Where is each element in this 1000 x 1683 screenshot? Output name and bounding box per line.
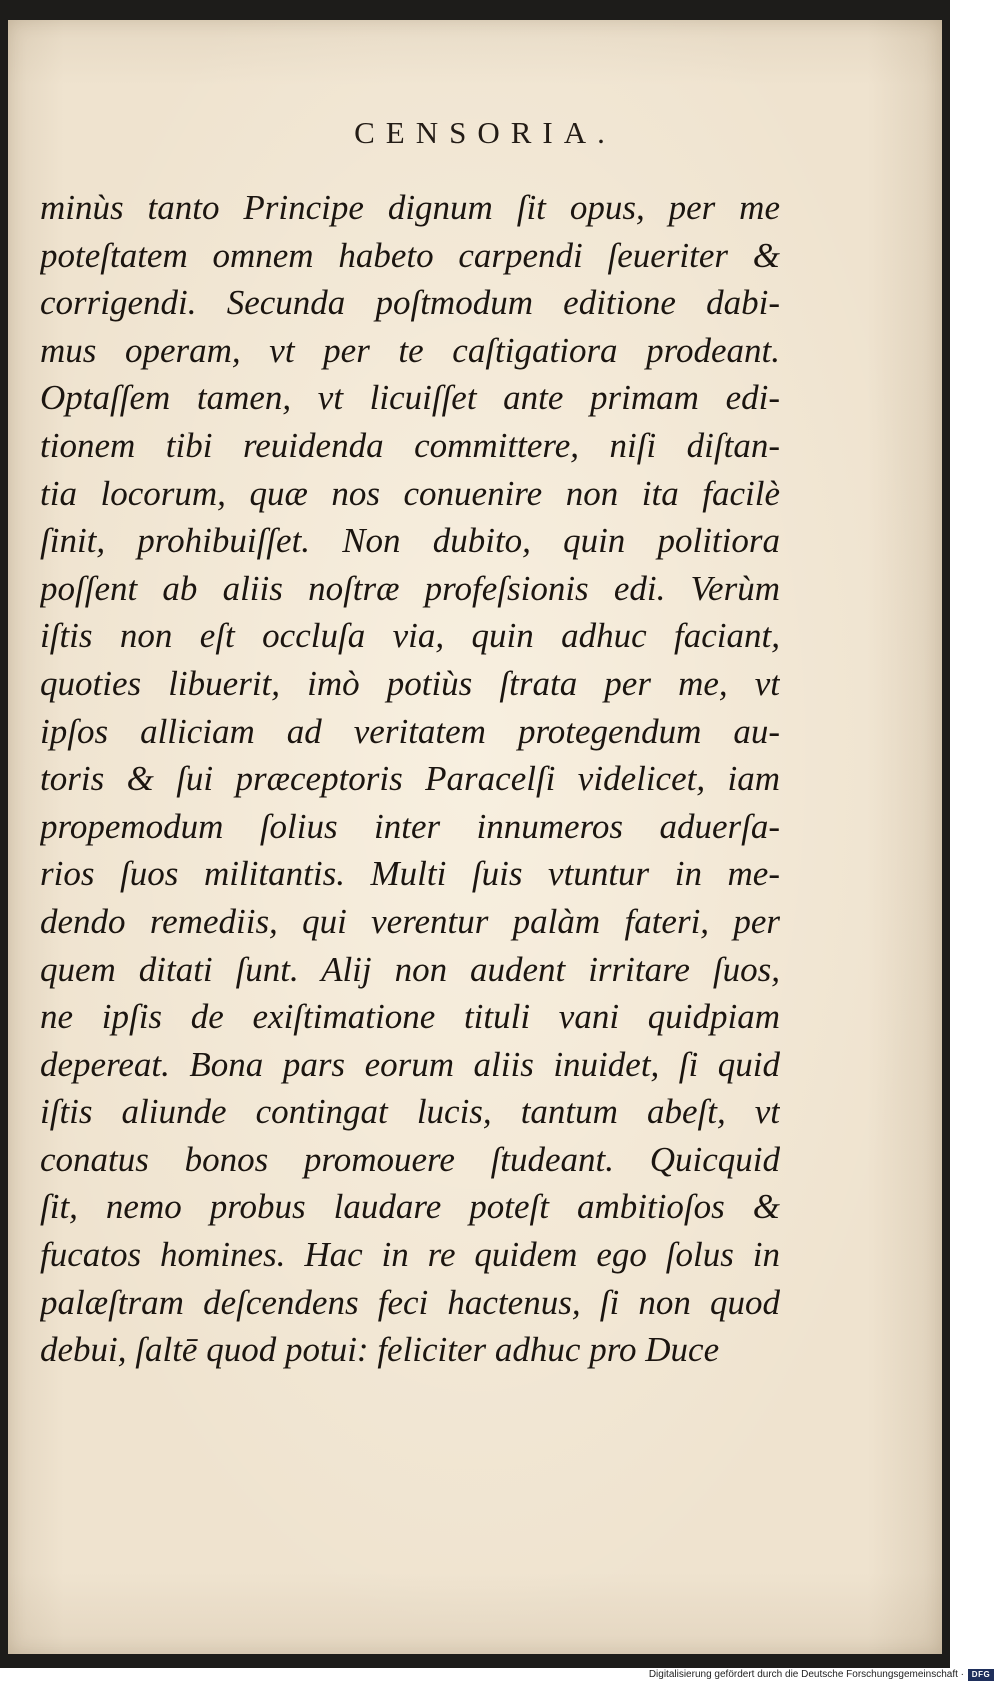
text-line: iſtis aliunde contingat lucis, tantum abeſt, vt — [40, 1092, 780, 1132]
text-line: quoties libuerit, imò potiùs ſtrata per me, vt — [40, 663, 780, 703]
text-line: toris & ſui præceptoris Paracelſi videlicet, iam — [40, 759, 780, 799]
text-line: Optaſſem tamen, vt licuiſſet ante primam edi- — [40, 378, 780, 418]
body-text — [40, 184, 780, 1374]
text-line: minùs tanto Principe dignum ſit opus, per me — [40, 188, 780, 227]
text-line: dendo remediis, qui verentur palàm fateri, per — [40, 901, 780, 941]
text-line: debui, ſaltē quod potui: feliciter adhuc pro Duce — [40, 1330, 720, 1370]
text-line: propemodum ſolius inter innumeros aduerſa- — [40, 806, 780, 846]
text-line: ne ipſis de exiſtimatione tituli vani quidpiam — [40, 997, 780, 1037]
text-line: ipſos alliciam ad veritatem protegendum au- — [40, 711, 780, 751]
text-line: quem ditati ſunt. Alij non audent irritare ſuos, — [40, 949, 780, 989]
text-line: fucatos homines. Hac in re quidem ego ſolus in — [40, 1235, 780, 1275]
text-line: depereat. Bona pars eorum aliis inuidet, ſi quid — [40, 1044, 780, 1084]
text-line: iſtis non eſt occluſa via, quin adhuc faciant, — [40, 616, 780, 656]
text-line: palæſtram deſcendens feci hactenus, ſi non quod — [40, 1282, 780, 1322]
text-line: ſinit, prohibuiſſet. Non dubito, quin politiora — [40, 521, 780, 561]
text-line: tionem tibi reuidenda committere, niſi diſtan- — [40, 425, 780, 465]
text-line: poſſent ab aliis noſtræ profeſsionis edi. Verùm — [40, 568, 780, 608]
text-line: conatus bonos promouere ſtudeant. Quicquid — [40, 1139, 780, 1179]
text-line: mus operam, vt per te caſtigatiora prodeant. — [40, 330, 780, 370]
text-line: poteſtatem omnem habeto carpendi ſeueriter & — [40, 235, 780, 275]
running-head: CENSORIA. — [354, 115, 616, 150]
text-line: tia locorum, quæ nos conuenire non ita facilè — [40, 473, 780, 513]
text-line: rios ſuos militantis. Multi ſuis vtuntur in me- — [40, 854, 780, 894]
dfg-logo-icon: DFG — [968, 1669, 994, 1681]
funding-credit: Digitalisierung gefördert durch die Deutsche Forschungsgemeinschaft · — [648, 1669, 964, 1680]
text-line: corrigendi. Secunda poſtmodum editione dabi- — [40, 283, 780, 323]
book-page — [8, 20, 942, 1654]
text-line: ſit, nemo probus laudare poteſt ambitioſos & — [40, 1187, 780, 1227]
